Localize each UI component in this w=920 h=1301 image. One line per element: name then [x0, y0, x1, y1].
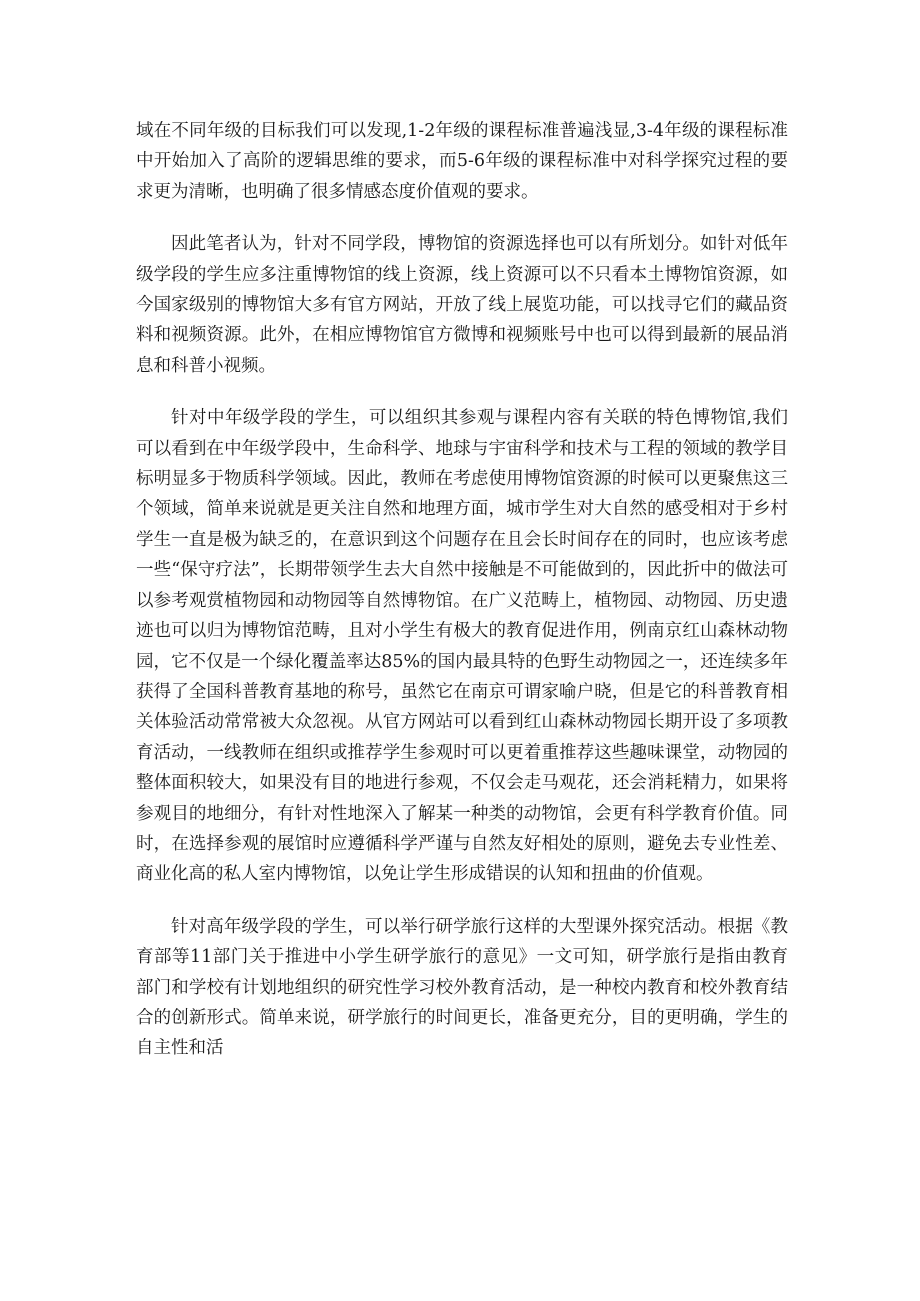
paragraph-upper-grade: 针对高年级学段的学生，可以举行研学旅行这样的大型课外探究活动。根据《教育部等11部门关于推进中小学生研学旅行的意见》一文可知，研学旅行是指由教育部门和学校有计划地组织的研究性学习校外教育活动，是一种校内教育和校外教育结合的创新形式。简单来说，研学旅行的时间更长，准备更充分，目的更明确，学生的自主性和活: [136, 916, 788, 1059]
paragraph-resource-selection: 因此笔者认为，针对不同学段，博物馆的资源选择也可以有所划分。如针对低年级学段的学生应多注重博物馆的线上资源，线上资源可以不只看本土博物馆资源，如今国家级别的博物馆大多有官方网站，开放了线上展览功能，可以找寻它们的藏品资料和视频资源。此外，在相应博物馆官方微博和视频账号中也可以得到最新的展品消息和科普小视频。: [136, 234, 788, 376]
paragraph-middle-grade: 针对中年级学段的学生，可以组织其参观与课程内容有关联的特色博物馆,我们可以看到在中年级学段中，生命科学、地球与宇宙科学和技术与工程的领域的教学目标明显多于物质科学领域。因此，教师在考虑使用博物馆资源的时候可以更聚焦这三个领域，简单来说就是更关注自然和地理方面，城市学生对大自然的感受相对于乡村学生一直是极为缺乏的，在意识到这个问题存在且会长时间存在的同时，也应该考虑一些“保守疗法”，长期带领学生去大自然中接触是不可能做到的，因此折中的做法可以参考观赏植物园和动物园等自然博物馆。在广义范畴上，植物园、动物园、历史遗迹也可以归为博物馆范畴，且对小学生有极大的教育促进作用，例南京红山森林动物园，它不仅是一个绿化覆盖率达85%的国内最具特的色野生动物园之一，还连续多年获得了全国科普教育基地的称号，虽然它在南京可谓家喻户晓，但是它的科普教育相关体验活动常常被大众忽视。从官方网站可以看到红山森林动物园长期开设了多项教育活动，一线教师在组织或推荐学生参观时可以更着重推荐这些趣味课堂，动物园的整体面积较大，如果没有目的地进行参观，不仅会走马观花，还会消耗精力，如果将参观目的地细分，有针对性地深入了解某一种类的动物馆，会更有科学教育价值。同时，在选择参观的展馆时应遵循科学严谨与自然友好相处的原则，避免去专业性差、商业化高的私人室内博物馆，以免让学生形成错误的认知和扭曲的价值观。: [136, 408, 788, 885]
paragraph-continuation: 域在不同年级的目标我们可以发现,1-2年级的课程标准普遍浅显,3-4年级的课程标准中开始加入了高阶的逻辑思维的要求，而5-6年级的课程标准中对科学探究过程的要求更为清晰，也明确了很多情感态度价值观的要求。: [136, 121, 788, 202]
document-body: [136, 116, 788, 1086]
